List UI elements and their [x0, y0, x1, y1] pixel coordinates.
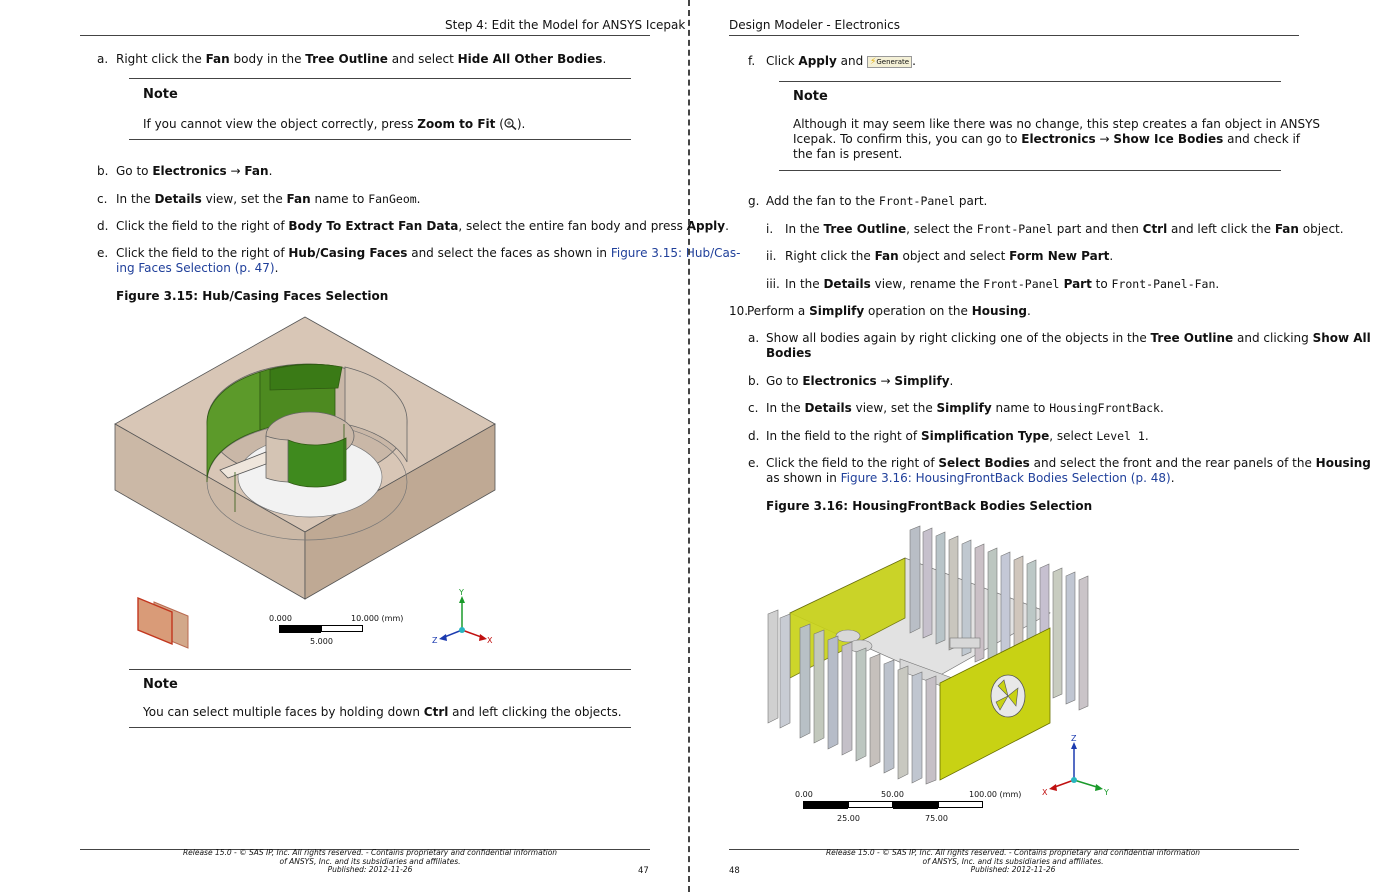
- hub-face: [288, 438, 346, 487]
- step-b-label: b.: [97, 164, 109, 178]
- header-rule: [80, 35, 650, 36]
- right-note-line1: Although it may seem like there was no change, this step creates a fan object in ANSYS: [793, 117, 1321, 131]
- step-10d-text: In the field to the right of Simplification Type, select Level 1.: [766, 429, 1149, 443]
- note1-title: Note: [143, 87, 178, 102]
- step-gi-text: In the Tree Outline, select the Front-Panel part and then Ctrl and left click the Fan object.: [785, 222, 1344, 236]
- figure-3-15-link[interactable]: Figure 3.15: Hub/Cas-: [610, 246, 741, 260]
- step-10a-text-line2: Bodies: [766, 346, 812, 360]
- step-g-text: Add the fan to the Front-Panel part.: [766, 194, 988, 208]
- scale-label-5: 5.000: [310, 637, 333, 646]
- zoom-to-fit-icon: [504, 118, 517, 130]
- step-e-text-line2: ing Faces Selection (p. 47).: [116, 261, 279, 275]
- step-10b-label: b.: [748, 374, 760, 388]
- scale-r-0: 0.00: [795, 790, 813, 799]
- step-10a-text: Show all bodies again by right clicking one of the objects in the Tree Outline and clicking Show All: [766, 331, 1371, 345]
- note1-top-rule: [129, 78, 631, 79]
- step-d-label: d.: [97, 219, 109, 233]
- right-note-line2: Icepak. To confirm this, you can go to Electronics → Show Ice Bodies and check if: [793, 132, 1301, 146]
- generate-button[interactable]: ⚡Generate: [867, 56, 912, 68]
- note2-text: You can select multiple faces by holding down Ctrl and left clicking the objects.: [143, 705, 622, 719]
- scale-r-50: 50.00: [881, 790, 904, 799]
- step-10c-label: c.: [748, 401, 759, 415]
- step-c-text: In the Details view, set the Fan name to FanGeom.: [116, 192, 421, 206]
- scale-bar-right: [793, 790, 1033, 830]
- hub-casing-figure: [110, 312, 510, 607]
- step-10e-text: Click the field to the right of Select Bodies and select the front and the rear panels of the Housing: [766, 456, 1371, 470]
- hub-side: [266, 436, 288, 482]
- right-page-header: Design Modeler - Electronics: [729, 18, 900, 32]
- lightning-icon: ⚡: [870, 57, 877, 67]
- left-page-header: Step 4: Edit the Model for ANSYS Icepak: [445, 18, 686, 32]
- right-note-bottom-rule: [779, 170, 1281, 171]
- note1-bottom-rule: [129, 139, 631, 140]
- step-10-label: 10.: [729, 304, 749, 318]
- note1-text: If you cannot view the object correctly, press Zoom to Fit ( ).: [143, 117, 526, 131]
- step-b-text: Go to Electronics → Fan.: [116, 164, 273, 178]
- axis-z-label: Z: [432, 636, 438, 645]
- step-giii-label: iii.: [766, 277, 780, 291]
- step-f-text: Click Apply and ⚡Generate .: [766, 54, 916, 68]
- step-a-label: a.: [97, 52, 109, 66]
- step-10d-label: d.: [748, 429, 760, 443]
- right-page-number: 48: [729, 866, 740, 876]
- step-gi-label: i.: [766, 222, 774, 236]
- figure-3-15-link-cont[interactable]: ing Faces Selection (p. 47): [116, 261, 275, 275]
- axis-triad-left: [430, 588, 496, 646]
- step-e-text: Click the field to the right of Hub/Casing Faces and select the faces as shown in Figure 3.15: Hub/Cas-: [116, 246, 741, 260]
- axis-triad-right: [1040, 732, 1116, 800]
- page-separator: [688, 0, 690, 892]
- note2-top-rule: [129, 669, 631, 670]
- step-c-label: c.: [97, 192, 108, 206]
- scale-bar-left: [265, 612, 415, 652]
- scale-r-25: 25.00: [837, 814, 860, 823]
- step-10b-text: Go to Electronics → Simplify.: [766, 374, 954, 388]
- step-10e-text-line2: as shown in Figure 3.16: HousingFrontBack Bodies Selection (p. 48).: [766, 471, 1175, 485]
- step-10a-label: a.: [748, 331, 760, 345]
- left-page-number: 47: [638, 866, 649, 876]
- step-10c-text: In the Details view, set the Simplify name to HousingFrontBack.: [766, 401, 1164, 415]
- step-f-label: f.: [748, 54, 756, 68]
- scale-label-0: 0.000: [269, 614, 292, 623]
- axis-x-label: X: [487, 636, 493, 645]
- note2-bottom-rule: [129, 727, 631, 728]
- step-a-text: Right click the Fan body in the Tree Outline and select Hide All Other Bodies.: [116, 52, 607, 66]
- step-giii-text: In the Details view, rename the Front-Panel Part to Front-Panel-Fan.: [785, 277, 1220, 291]
- figure-3-15-caption: Figure 3.15: Hub/Casing Faces Selection: [116, 289, 389, 303]
- right-note-top-rule: [779, 81, 1281, 82]
- axis-y-label: Y: [459, 588, 464, 597]
- step-gii-label: ii.: [766, 249, 777, 263]
- part-preview-icon: [136, 596, 192, 650]
- casing-face-top: [270, 364, 342, 390]
- right-note-line3: the fan is present.: [793, 147, 903, 161]
- step-10-text: Perform a Simplify operation on the Housing.: [747, 304, 1031, 318]
- step-d-text: Click the field to the right of Body To Extract Fan Data, select the entire fan body and press Apply.: [116, 219, 729, 233]
- right-note-title: Note: [793, 89, 828, 104]
- axis-r-y-label: Y: [1104, 788, 1109, 797]
- step-e-label: e.: [97, 246, 109, 260]
- axis-r-x-label: X: [1042, 788, 1048, 797]
- left-footer: Release 15.0 - © SAS IP, Inc. All rights reserved. - Contains proprietary and confidential information of ANSYS, Inc. and its subsidiaries and affiliates. Published: 2012-11-26: [182, 848, 558, 874]
- step-10e-label: e.: [748, 456, 760, 470]
- figure-3-16-caption: Figure 3.16: HousingFrontBack Bodies Selection: [766, 499, 1093, 513]
- scale-label-10: 10.000 (mm): [351, 614, 404, 623]
- note2-title: Note: [143, 677, 178, 692]
- axis-r-z-label: Z: [1071, 734, 1077, 743]
- right-header-rule: [729, 35, 1299, 36]
- step-gii-text: Right click the Fan object and select Form New Part.: [785, 249, 1114, 263]
- scale-r-75: 75.00: [925, 814, 948, 823]
- right-footer: Release 15.0 - © SAS IP, Inc. All rights reserved. - Contains proprietary and confidential information of ANSYS, Inc. and its subsidiaries and affiliates. Published: 2012-11-26: [825, 848, 1201, 874]
- step-g-label: g.: [748, 194, 760, 208]
- scale-r-100: 100.00 (mm): [969, 790, 1022, 799]
- figure-3-16-link[interactable]: Figure 3.16: HousingFrontBack Bodies Selection (p. 48): [840, 471, 1171, 485]
